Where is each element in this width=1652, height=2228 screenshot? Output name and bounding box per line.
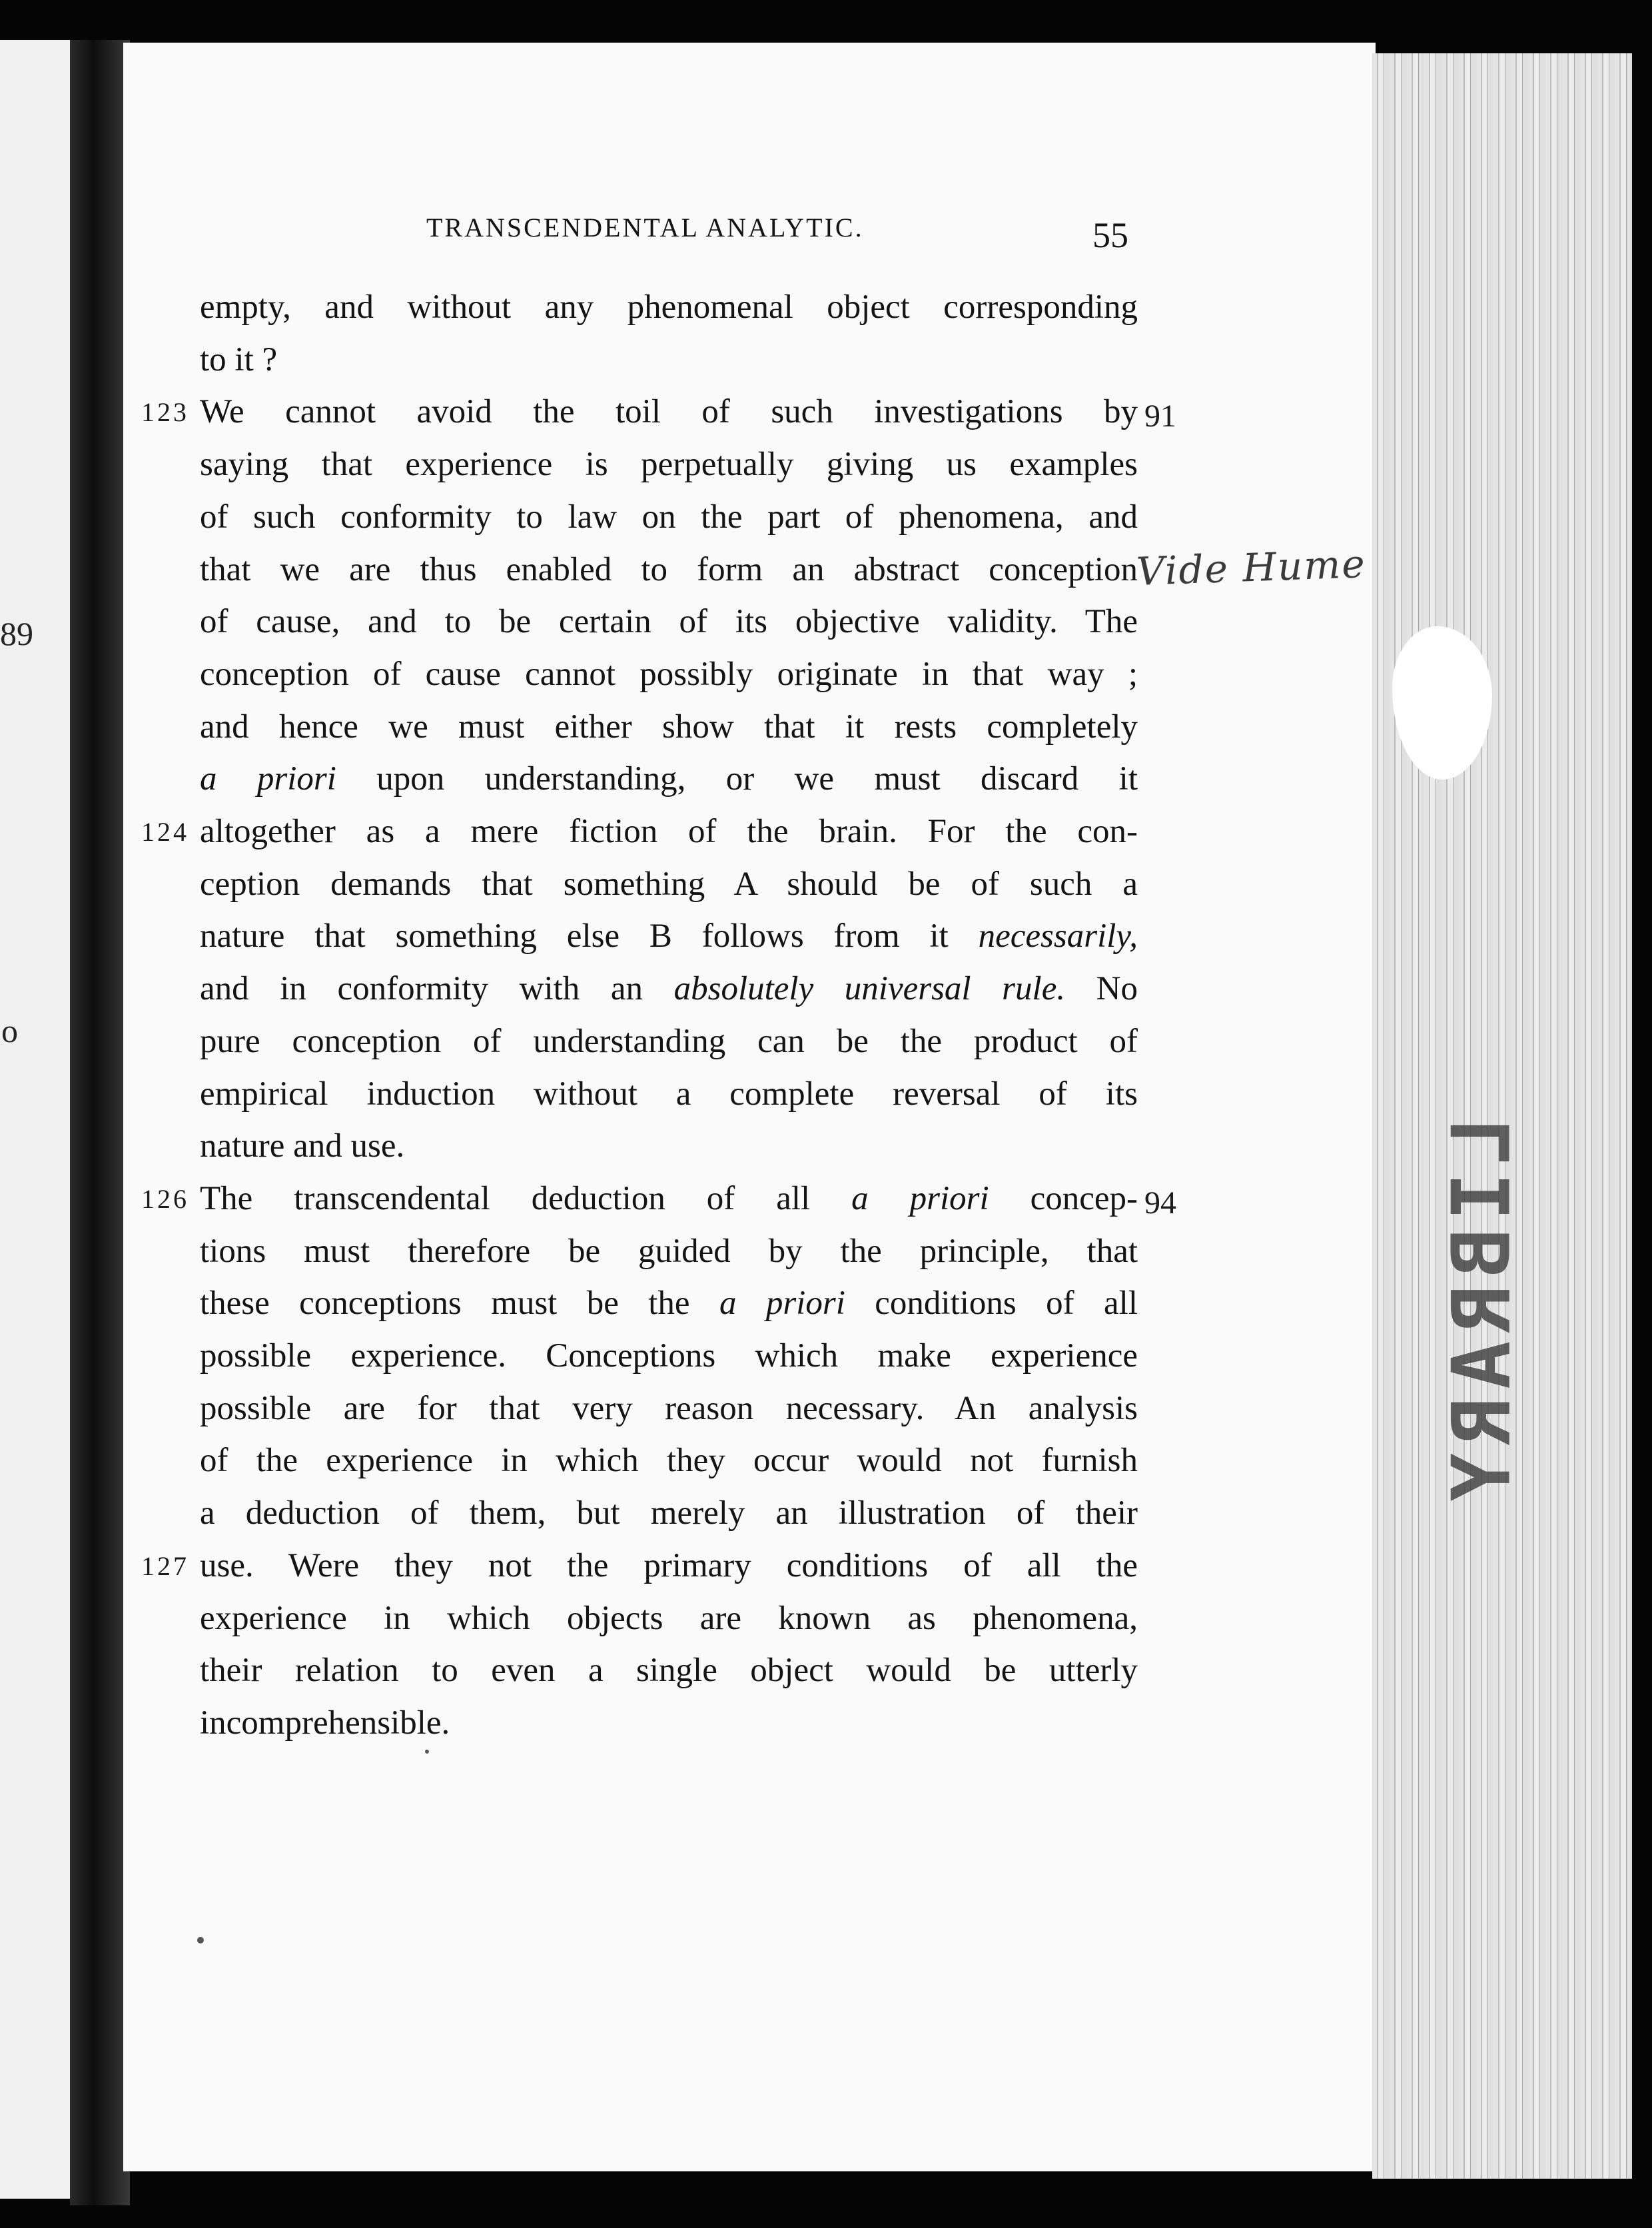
library-edge-stamp: LIBRARY [1436, 1116, 1529, 1509]
text-span: nature that something else B follows from it [200, 917, 979, 955]
text-span: No [1065, 970, 1138, 1007]
italic-phrase: absolutely universal rule. [673, 970, 1066, 1007]
text-line: saying that experience is perpetually giving us examples [200, 446, 1138, 483]
text-line: that we are thus enabled to form an abstract conception [200, 551, 1138, 588]
text-line: possible are for that very reason necessary. An analysis [200, 1390, 1138, 1427]
print-speck [425, 1750, 429, 1754]
print-speck [197, 1937, 204, 1944]
margin-reference-left: 126 [141, 1184, 189, 1214]
text-line: a deduction of them, but merely an illustration of their [200, 1494, 1138, 1532]
text-span: conditions of all [845, 1285, 1138, 1322]
text-line [200, 1283, 1138, 1324]
margin-reference-left: 127 [141, 1551, 189, 1581]
margin-reference-left: 124 [141, 817, 189, 847]
text-line [200, 758, 1138, 800]
book-spine-shadow [70, 40, 130, 2205]
text-line: nature and use. [200, 1127, 405, 1165]
page-number: 55 [1092, 215, 1128, 255]
text-line: tions must therefore be guided by the principle, that [200, 1233, 1138, 1270]
text-line [200, 968, 1138, 1009]
running-head: TRANSCENDENTAL ANALYTIC. [426, 213, 864, 243]
text-line: of the experience in which they occur would not furnish [200, 1442, 1138, 1479]
text-line: their relation to even a single object would be utterly [200, 1652, 1138, 1689]
text-line [200, 915, 1138, 957]
previous-page-margin-number: o [1, 1012, 18, 1049]
text-line: altogether as a mere fiction of the brain. For the con- [200, 813, 1138, 850]
text-span: concep- [989, 1180, 1138, 1217]
text-line: conception of cause cannot possibly originate in that way ; [200, 656, 1138, 693]
text-line: experience in which objects are known as phenomena, [200, 1600, 1138, 1637]
text-span: these conceptions must be the [200, 1285, 719, 1322]
text-line: empirical induction without a complete reversal of its [200, 1075, 1138, 1113]
margin-reference-right: 91 [1144, 398, 1176, 434]
text-line: We cannot avoid the toil of such investigations by [200, 393, 1138, 430]
italic-phrase: a priori [200, 760, 336, 798]
italic-phrase: a priori [719, 1285, 845, 1322]
text-span: The transcendental deduction of all [200, 1180, 852, 1217]
text-line: to it ? [200, 341, 278, 378]
text-line: use. Were they not the primary conditions of all the [200, 1547, 1138, 1584]
text-span: upon understanding, or we must discard it [336, 760, 1138, 798]
margin-reference-left: 123 [141, 397, 189, 427]
handwritten-annotation: Vide Hume [1135, 541, 1367, 594]
text-line: and hence we must either show that it rests completely [200, 708, 1138, 746]
text-line: of cause, and to be certain of its objective validity. The [200, 603, 1138, 640]
text-line: ception demands that something A should be of such a [200, 865, 1138, 903]
previous-page-margin-number: 89 [0, 615, 33, 652]
margin-reference-right: 94 [1144, 1185, 1176, 1221]
text-line: possible experience. Conceptions which make experience [200, 1337, 1138, 1375]
italic-phrase: necessarily, [978, 917, 1138, 955]
text-line [200, 1178, 1138, 1219]
text-line: of such conformity to law on the part of phenomena, and [200, 498, 1138, 536]
text-span: and in conformity with an [200, 970, 674, 1007]
text-line: empty, and without any phenomenal object corresponding [200, 288, 1138, 326]
text-line: incomprehensible. [200, 1704, 450, 1742]
text-line: pure conception of understanding can be the product of [200, 1023, 1138, 1060]
italic-phrase: a priori [851, 1180, 989, 1217]
